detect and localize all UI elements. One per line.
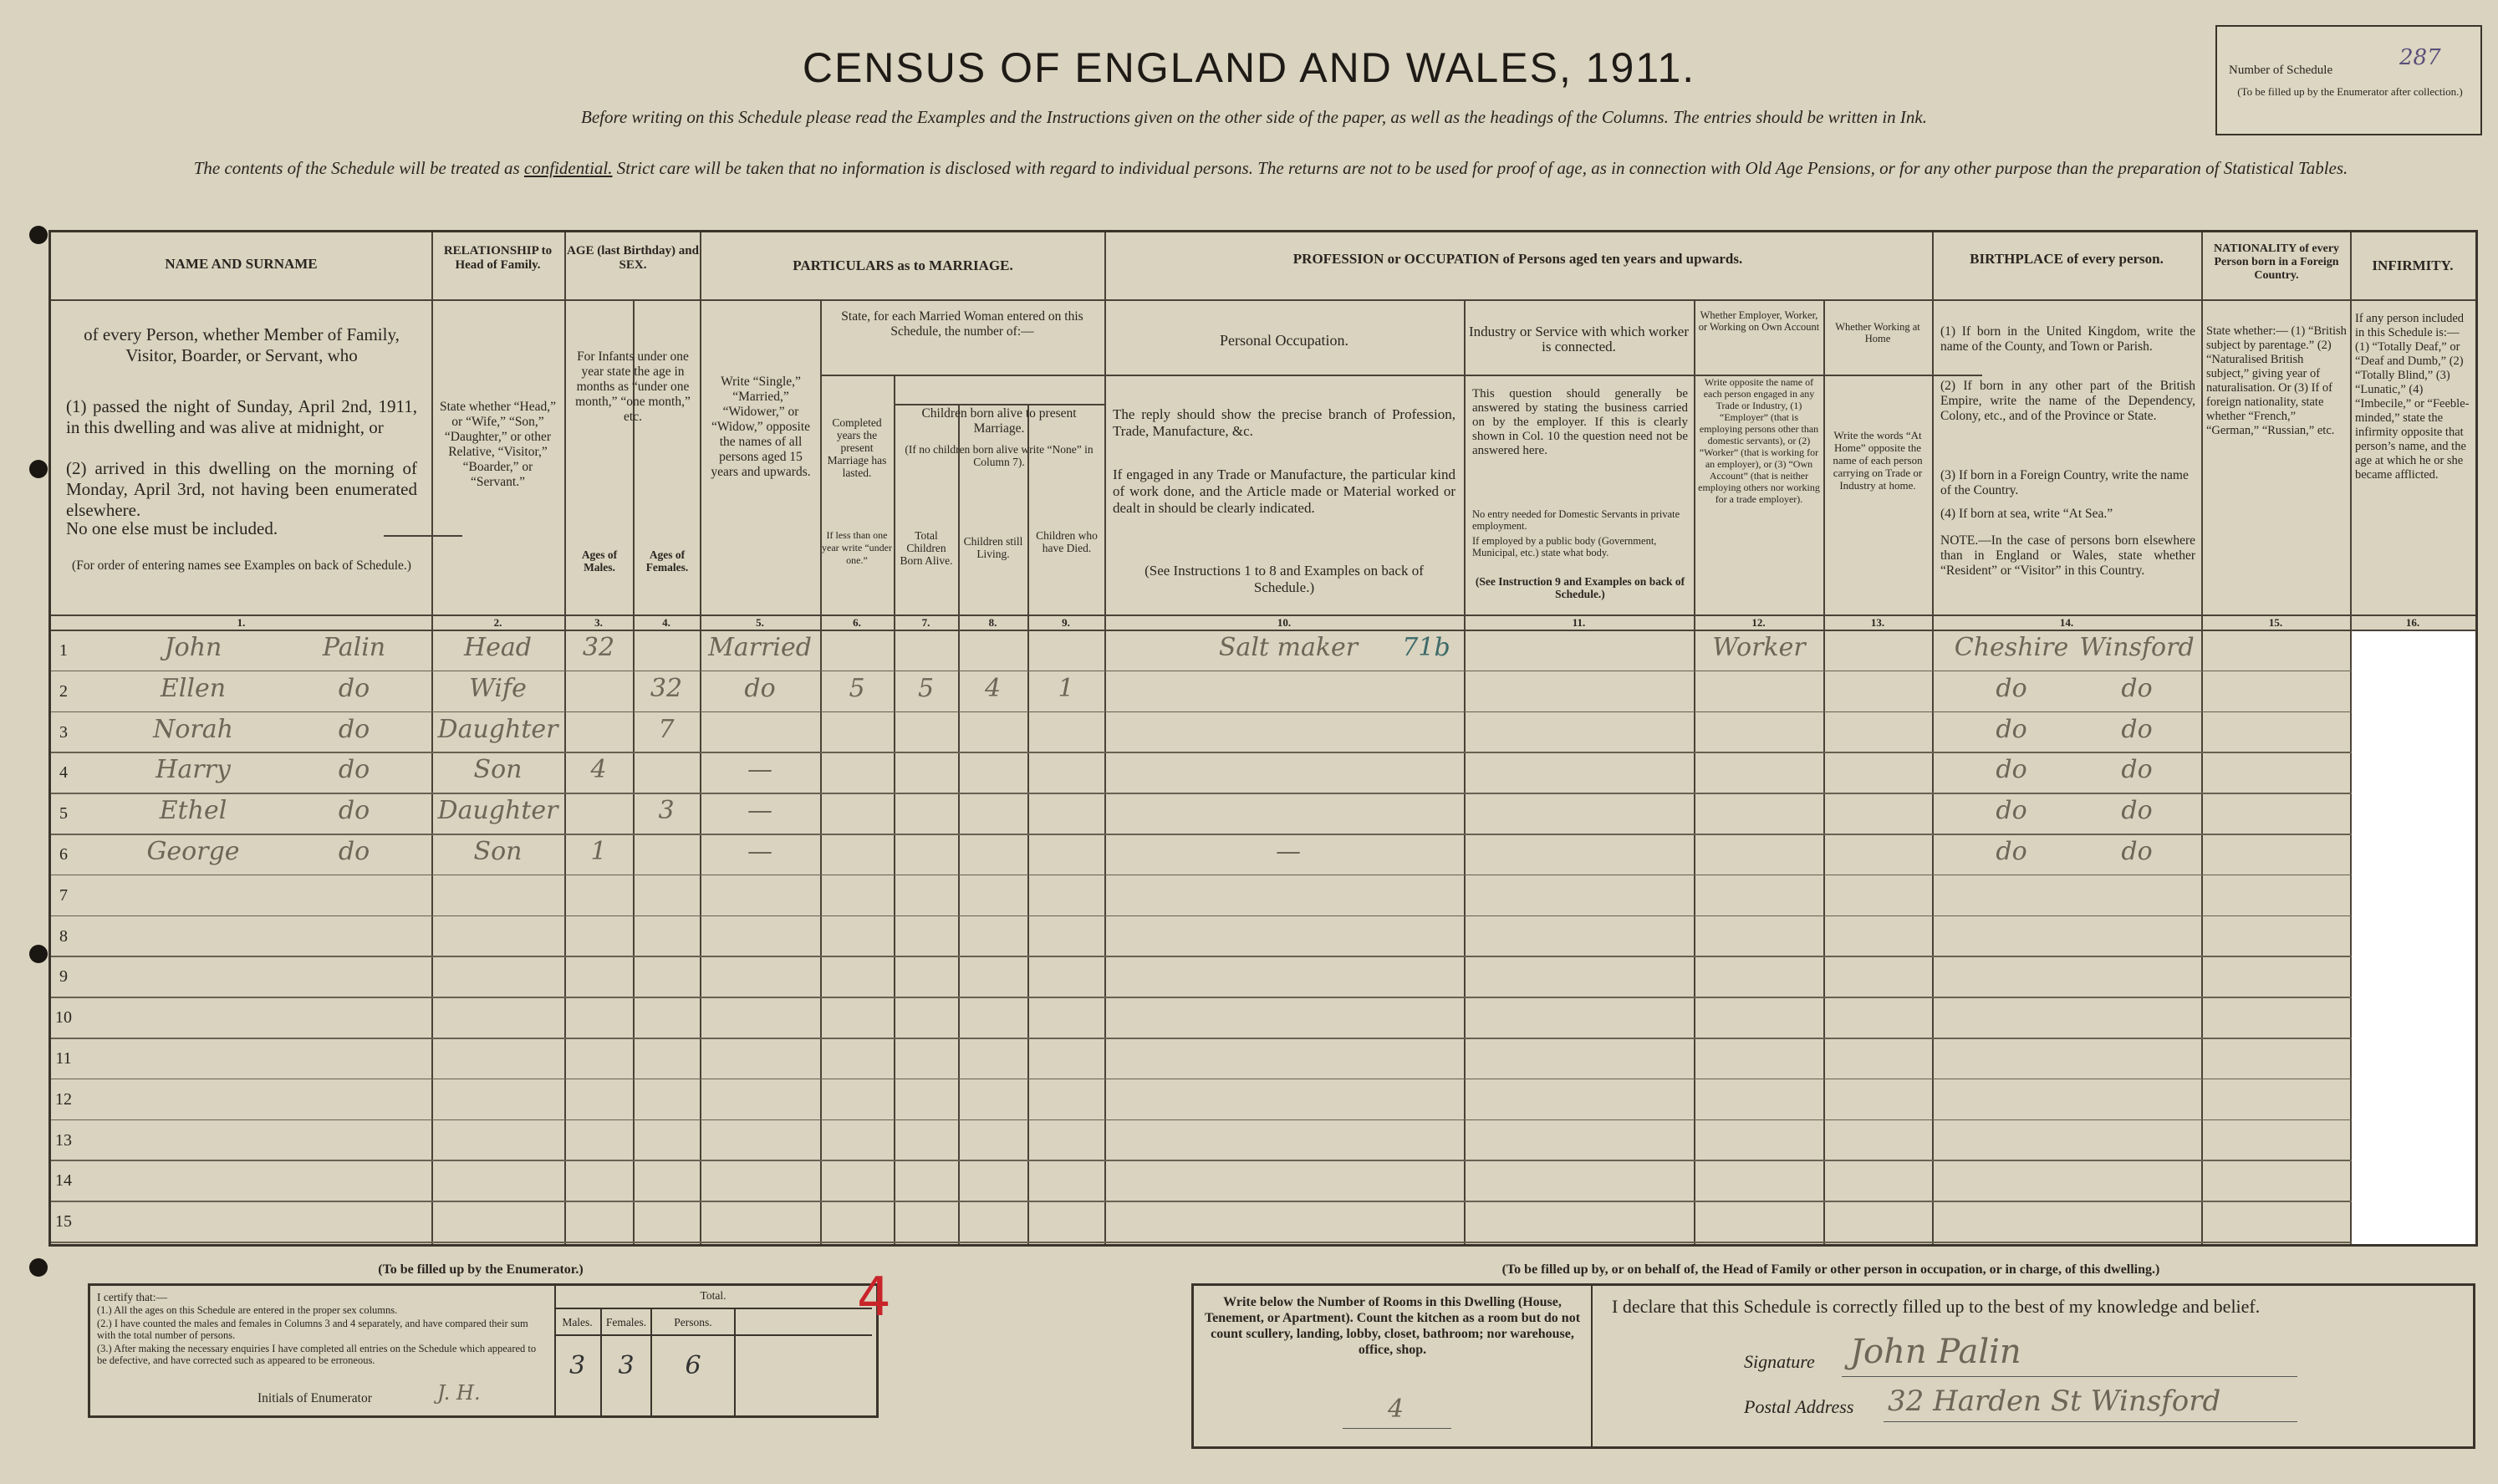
- col-number: 15.: [2268, 616, 2283, 629]
- schedule-number-label: Number of Schedule: [2229, 64, 2333, 77]
- row-number: 12: [55, 1089, 72, 1109]
- birthplace-rule-4: (4) If born at sea, write “At Sea.”: [1940, 507, 2113, 521]
- industry-desc2: No entry needed for Domestic Servants in private employment.: [1472, 508, 1680, 532]
- census-table: [48, 230, 2478, 1247]
- head-section-title: (To be filled up by, or on behalf of, the Head of Family or other person in occupation, or in charge, of this dwelling.): [1501, 1262, 2160, 1277]
- row-number: 8: [59, 926, 68, 946]
- marriage-years-note: If less than one year write “under one.”: [822, 529, 892, 566]
- marriage-years: Completed years the present Marriage has lasted.: [827, 416, 887, 479]
- cell-code: 71b: [1402, 633, 1450, 662]
- head-section-box: [1191, 1283, 2475, 1449]
- cell-birth-county: do: [1996, 714, 2027, 744]
- cell-birth-county: do: [1996, 796, 2027, 826]
- personal-occupation-desc3: (See Instructions 1 to 8 and Examples on back of Schedule.): [1144, 563, 1424, 595]
- col-number: 13.: [1870, 616, 1885, 629]
- col-number: 11.: [1572, 616, 1586, 629]
- cell-first: George: [146, 837, 240, 866]
- col-number: 5.: [756, 616, 764, 629]
- cell-male: 32: [582, 633, 615, 662]
- birthplace-rule-1: (1) If born in the United Kingdom, write the name of the County, and Town or Parish.: [1940, 324, 2195, 354]
- cell-living: 4: [984, 673, 1002, 703]
- cell-last: Palin: [322, 633, 386, 662]
- schedule-number: 287: [2399, 45, 2441, 70]
- cell-last: do: [338, 837, 370, 866]
- cell-birth-county: do: [1996, 755, 2027, 785]
- confidential-pre: The contents of the Schedule will be treated as: [193, 158, 524, 178]
- home-label: Whether Working at Home: [1835, 321, 1920, 344]
- cell-rel: Son: [473, 837, 523, 866]
- row-number: 13: [55, 1130, 72, 1150]
- males-label: Males.: [562, 1316, 593, 1328]
- col-number: 6.: [853, 616, 861, 629]
- cell-last: do: [338, 796, 370, 826]
- row-rule: [51, 1079, 2475, 1080]
- marriage-children: Children born alive to present Marriage.: [921, 406, 1077, 436]
- industry-desc: This question should generally be answered by stating the business carried on by the employer. If this is clearly shown in Col. 10 the question need not be answered here.: [1472, 387, 1688, 457]
- col-rule: [2201, 232, 2203, 1244]
- cell-total: 5: [917, 673, 935, 703]
- name-rule-2: (2) arrived in this dwelling on the morning of Monday, April 3rd, not having been enumerated elsewhere.: [66, 458, 417, 520]
- col-number: 10.: [1277, 616, 1292, 629]
- rooms-line: [1343, 1428, 1451, 1429]
- initials-label: Initials of Enumerator: [257, 1391, 372, 1405]
- col-rule: [564, 232, 566, 1244]
- cell-first: Ethel: [159, 796, 227, 826]
- birthplace-rule-2: (2) If born in any other part of the British Empire, write the name of the Dependency, Colony, etc., and of the Province or State.: [1940, 379, 2195, 423]
- col-rule: [700, 232, 701, 1244]
- marriage-heading: PARTICULARS as to MARRIAGE.: [793, 258, 1013, 273]
- total-rule: [554, 1308, 872, 1309]
- row-number: 15: [55, 1212, 72, 1232]
- instructions-text: Before writing on this Schedule please read the Examples and the Instructions given on the other side of the paper, as well as the headings of the Columns. The entries should be written in Ink.: [581, 107, 1927, 127]
- rooms-value: 4: [1388, 1395, 1404, 1424]
- cell-birth-town: do: [2121, 796, 2153, 826]
- cell-female: 32: [650, 673, 683, 703]
- cell-rel: Son: [473, 755, 523, 785]
- col-number: 12.: [1751, 616, 1766, 629]
- row-rule: [51, 956, 2475, 957]
- cell-rel: Wife: [469, 673, 527, 703]
- row-number: 4: [59, 763, 68, 783]
- cell-emp: Worker: [1712, 633, 1806, 662]
- col-rule: [1932, 232, 1934, 1244]
- cell-rel: Daughter: [437, 714, 558, 744]
- row-rule: [51, 711, 2475, 713]
- cell-male: 4: [590, 755, 607, 785]
- cell-first: Ellen: [160, 673, 227, 703]
- certify-label: I certify that:—: [97, 1291, 167, 1303]
- total-rule: [554, 1334, 872, 1336]
- cell-mar: Married: [708, 633, 812, 662]
- nationality-desc: State whether:— (1) “British subject by parentage.” (2) “Naturalised British subject,” giving year of naturalisation. Or (3) If of foreign nationality, state whether “French,” “German,” “Russian,” etc.: [2206, 324, 2347, 437]
- cell-first: John: [164, 633, 222, 662]
- address-line: [1884, 1421, 2297, 1422]
- personal-occupation-label: Personal Occupation.: [1220, 332, 1348, 349]
- industry-desc3: If employed by a public body (Government, Municipal, etc.) state what body.: [1472, 535, 1657, 558]
- schedule-number-note: (To be filled up by the Enumerator after collection.): [2237, 85, 2463, 98]
- page-title: CENSUS OF ENGLAND AND WALES, 1911.: [802, 44, 1696, 91]
- enumerator-box: [88, 1283, 879, 1418]
- ages-males-label: Ages of Males.: [581, 548, 618, 574]
- cell-mar: —: [747, 796, 772, 826]
- females-label: Females.: [605, 1316, 647, 1328]
- row-number: 7: [59, 885, 68, 905]
- row-rule: [51, 997, 2475, 998]
- cell-rel: Head: [463, 633, 532, 662]
- certify-panel: [90, 1286, 556, 1415]
- cell-years: 5: [849, 673, 865, 703]
- cell-first: Harry: [155, 755, 231, 785]
- personal-occupation-desc: The reply should show the precise branch of Profession, Trade, Manufacture, &c.: [1113, 406, 1455, 439]
- relationship-heading: RELATIONSHIP to Head of Family.: [443, 244, 553, 272]
- col-number: 8.: [988, 616, 997, 629]
- col-rule: [1694, 299, 1695, 1244]
- marriage-total: Total Children Born Alive.: [900, 529, 953, 567]
- row-rule: [51, 1038, 2475, 1039]
- cell-last: do: [338, 755, 370, 785]
- col-rule: [1464, 299, 1466, 1244]
- name-rule-3: No one else must be included.: [66, 518, 278, 538]
- age-heading: AGE (last Birthday) and SEX.: [567, 244, 699, 272]
- relationship-desc: State whether “Head,” or “Wife,” “Son,” “Daughter,” or other Relative, “Visitor,” “Boarder,” or “Servant.”: [439, 400, 556, 489]
- address-value: 32 Harden St Winsford: [1888, 1385, 2221, 1418]
- total-males: 3: [568, 1351, 586, 1380]
- certify-1: (1.) All the ages on this Schedule are entered in the proper sex columns.: [97, 1304, 398, 1316]
- row-rule: [51, 915, 2475, 917]
- marriage-living: Children still Living.: [963, 535, 1023, 560]
- name-rule-4: (For order of entering names see Examples on back of Schedule.): [72, 558, 411, 573]
- col-rule: [958, 404, 960, 1244]
- cell-mar: do: [744, 673, 776, 703]
- cell-mar: —: [747, 755, 772, 785]
- punch-hole: [29, 1258, 48, 1277]
- infirmity-desc: If any person included in this Schedule is:— (1) “Totally Deaf,” or “Deaf and Dumb,” (2) “Totally Blind,” (3) “Lunatic,” (4) “Imbecile,” or “Feeble-minded,” state the infirmity opposite that person’s name, and the age at which he or she became afflicted.: [2355, 312, 2470, 482]
- marriage-children-note: (If no children born alive write “None” in Column 7).: [905, 443, 1094, 468]
- cell-male: 1: [590, 837, 607, 866]
- age-desc: For Infants under one year state the age in months as “under one month,” “one month,” etc.: [575, 349, 691, 424]
- cell-rel: Daughter: [437, 796, 558, 826]
- header-rule: [51, 630, 2475, 631]
- cell-mar: —: [747, 837, 772, 866]
- col-number: 9.: [1062, 616, 1070, 629]
- address-label: Postal Address: [1744, 1396, 1854, 1417]
- row-rule: [51, 1242, 2475, 1243]
- industry-desc4: (See Instruction 9 and Examples on back of Schedule.): [1475, 575, 1685, 600]
- row-number: 2: [59, 681, 68, 701]
- cell-died: 1: [1058, 673, 1074, 703]
- signature-value: John Palin: [1850, 1333, 2021, 1371]
- initials-value: J. H.: [437, 1381, 481, 1405]
- name-rule-1: (1) passed the night of Sunday, April 2nd, 1911, in this dwelling and was alive at midnight, or: [66, 396, 417, 437]
- enumerator-title: (To be filled up by the Enumerator.): [378, 1262, 584, 1277]
- cell-birth-town: do: [2121, 755, 2153, 785]
- col-number: 4.: [662, 616, 670, 629]
- col-number: 14.: [2059, 616, 2074, 629]
- cell-birth-town: do: [2121, 837, 2153, 866]
- birthplace-note: NOTE.—In the case of persons born elsewhere than in England or Wales, state whether “Resident” or “Visitor” in this Country.: [1940, 533, 2195, 578]
- cell-last: do: [338, 714, 370, 744]
- header-rule: [894, 404, 1104, 405]
- col-number: 16.: [2405, 616, 2420, 629]
- row-number: 1: [59, 641, 68, 660]
- row-number: 5: [59, 804, 68, 824]
- row-rule: [51, 1201, 2475, 1202]
- row-number: 10: [55, 1008, 72, 1028]
- header-rule: [51, 299, 2475, 301]
- birthplace-rule-3: (3) If born in a Foreign Country, write the name of the Country.: [1940, 468, 2189, 497]
- punch-hole: [29, 460, 48, 478]
- name-desc: of every Person, whether Member of Family, Visitor, Boarder, or Servant, who: [84, 324, 400, 365]
- row-rule: [51, 1119, 2475, 1121]
- persons-label: Persons.: [674, 1316, 712, 1328]
- col-number: 1.: [237, 616, 246, 629]
- col-number: 3.: [594, 616, 603, 629]
- home-desc: Write the words “At Home” opposite the name of each person carrying on Trade or Industry at home.: [1833, 429, 1923, 492]
- schedule-number-box: [2215, 25, 2482, 135]
- cell-birth-county: Cheshire: [1954, 633, 2069, 662]
- row-rule: [51, 671, 2475, 672]
- cell-birth-town: do: [2121, 714, 2153, 744]
- signature-line: [1842, 1376, 2297, 1377]
- marriage-write: Write “Single,” “Married,” “Widower,” or “Widow,” opposite the names of all persons aged 15 years and upwards.: [711, 375, 811, 479]
- rooms-instruction: Write below the Number of Rooms in this Dwelling (House, Tenement, or Apartment). Count the kitchen as a room but do not count scullery, landing, lobby, closet, bathroom; nor warehouse, office, shop.: [1204, 1295, 1581, 1357]
- row-rule: [51, 793, 2475, 794]
- personal-occupation-desc2: If engaged in any Trade or Manufacture, the particular kind of work done, and the Article made or Material worked or dealt in should be clearly indicated.: [1113, 467, 1455, 516]
- nationality-heading: NATIONALITY of every Person born in a Foreign Country.: [2213, 242, 2340, 282]
- declaration: I declare that this Schedule is correctly filled up to the best of my knowledge and belief.: [1612, 1296, 2261, 1317]
- total-label: Total.: [700, 1289, 726, 1302]
- row-number: 14: [55, 1171, 72, 1191]
- cell-last: do: [338, 673, 370, 703]
- punch-hole: [29, 226, 48, 244]
- cell-birth-town: Winsford: [2079, 633, 2195, 662]
- marriage-state: State, for each Married Woman entered on this Schedule, the number of:—: [841, 309, 1083, 339]
- row-number: 11: [55, 1049, 72, 1068]
- cell-birth-town: do: [2121, 673, 2153, 703]
- cell-birth-county: do: [1996, 837, 2027, 866]
- row-rule: [51, 752, 2475, 753]
- col-rule: [894, 375, 895, 1244]
- col-number: 2.: [493, 616, 502, 629]
- confidential-notice: [67, 156, 2475, 181]
- col-number: 7.: [921, 616, 930, 629]
- header-rule: [820, 375, 1104, 376]
- total-persons: 6: [685, 1351, 701, 1380]
- certify-2: (2.) I have counted the males and females in Columns 3 and 4 separately, and have compared their sum with the total number of persons.: [97, 1318, 528, 1341]
- red-mark: 4: [857, 1267, 891, 1328]
- ages-females-label: Ages of Females.: [645, 548, 689, 574]
- cell-female: 7: [658, 714, 675, 744]
- row-number: 6: [59, 845, 68, 864]
- col-rule: [1823, 299, 1825, 1244]
- infirmity-heading: INFIRMITY.: [2372, 258, 2454, 273]
- col-rule: [633, 299, 635, 1244]
- cell-birth-county: do: [1996, 673, 2027, 703]
- rooms-panel: [1194, 1286, 1593, 1446]
- profession-heading: PROFESSION or OCCUPATION of Persons aged ten years and upwards.: [1292, 251, 1743, 267]
- cell-occ: Salt maker: [1218, 633, 1359, 662]
- signature-label: Signature: [1744, 1351, 1815, 1372]
- employer-label: Whether Employer, Worker, or Working on Own Account: [1698, 309, 1820, 333]
- total-females: 3: [618, 1351, 635, 1380]
- total-rule: [734, 1308, 736, 1415]
- col-rule: [1104, 232, 1106, 1244]
- marriage-died: Children who have Died.: [1036, 529, 1098, 554]
- employer-desc: Write opposite the name of each person engaged in any Trade or Industry, (1) “Employer” (that is employing persons other than domestic servants), or (2) “Worker” (that is working for an employer), or (3) “Own Account” (that is neither employing others nor working for a trade employer).: [1698, 376, 1820, 505]
- header-rule: [1104, 375, 1982, 376]
- row-rule: [51, 875, 2475, 876]
- birthplace-heading: BIRTHPLACE of every person.: [1970, 251, 2164, 267]
- cell-first: Norah: [153, 714, 233, 744]
- name-heading: NAME AND SURNAME: [165, 256, 318, 272]
- row-number: 9: [59, 967, 68, 987]
- redaction-block: [2352, 631, 2475, 1244]
- industry-label: Industry or Service with which worker is connected.: [1469, 324, 1689, 354]
- row-rule: [51, 1160, 2475, 1161]
- cell-occ: —: [1276, 837, 1301, 866]
- cell-female: 3: [658, 796, 675, 826]
- confidential-post: Strict care will be taken that no information is disclosed with regard to individual persons. The returns are not to be used for proof of age, as in connection with Old Age Pensions, or for any other purpose than the preparation of Statistical Tables.: [612, 158, 2348, 178]
- certify-3: (3.) After making the necessary enquiries I have completed all entries on the Schedule which appeared to be defective, and have corrected such as appeared to be erroneous.: [97, 1343, 537, 1366]
- confidential-word: confidential.: [523, 158, 613, 178]
- row-rule: [51, 834, 2475, 835]
- punch-hole: [29, 945, 48, 963]
- row-number: 3: [59, 722, 68, 742]
